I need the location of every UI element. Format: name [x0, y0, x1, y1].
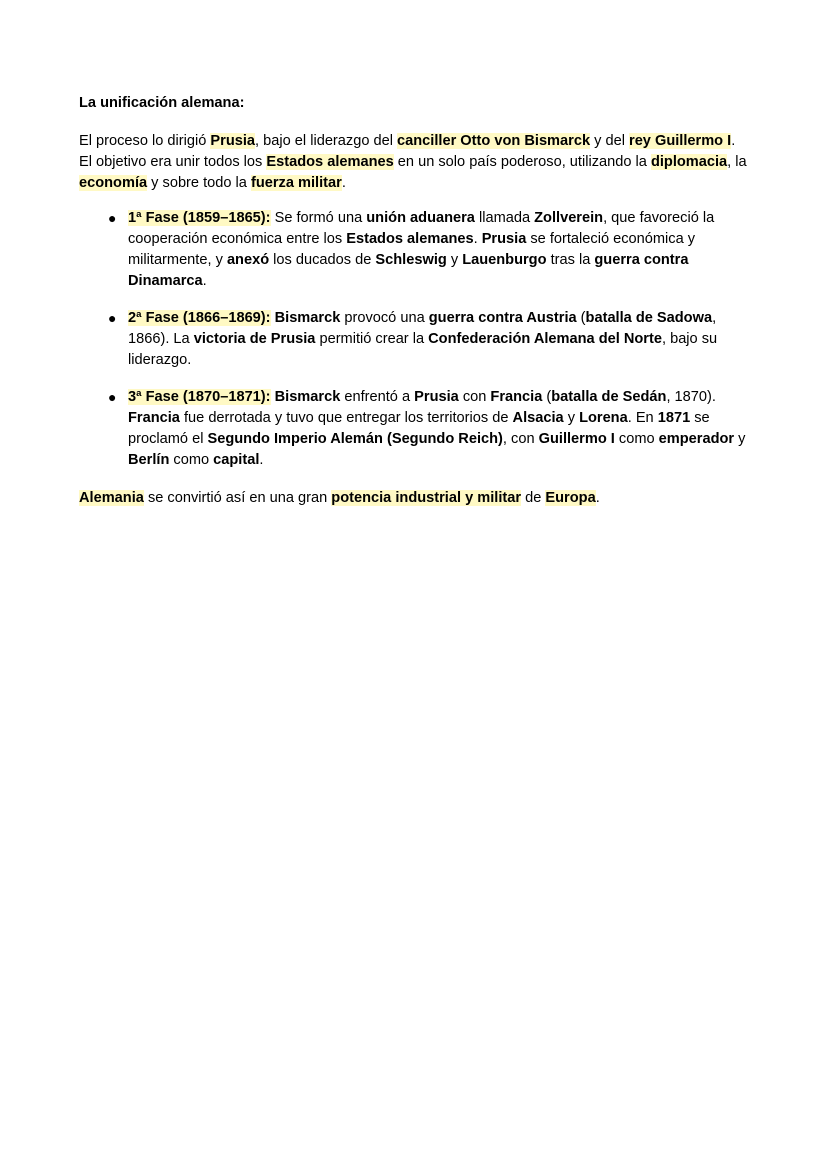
text-run: se fortaleció económica y militarmente, y [128, 231, 696, 268]
text-run: , bajo su liderazgo. [128, 331, 718, 368]
bold-run: Berlín [128, 452, 170, 468]
bold-run: Confederación Alemana del Norte [428, 331, 662, 347]
bold-run: Prusia [481, 231, 527, 247]
bold-run: anexó [226, 252, 270, 268]
text-run: como [169, 452, 214, 468]
bold-run: emperador [658, 431, 735, 447]
text-run: Se formó una [270, 210, 367, 226]
bold-run: Lauenburgo [462, 252, 547, 268]
text-run: se convirtió así en una gran [143, 490, 332, 506]
fase-1-label: 1ª Fase (1859–1865): [128, 210, 271, 226]
text-run: , bajo el liderazgo del [255, 133, 398, 149]
text-run: se proclamó el [128, 410, 710, 447]
fase-2-label: 2ª Fase (1866–1869): [128, 310, 271, 326]
text-run: , 1866). La [128, 310, 717, 347]
bold-run: Segundo Imperio Alemán (Segundo Reich) [207, 431, 503, 447]
text-run: en un solo país poderoso, utilizando la [393, 154, 651, 170]
text-run: . [341, 175, 346, 191]
bold-run: Estados alemanes [346, 231, 474, 247]
text-run: como [614, 431, 659, 447]
text-run: . El objetivo era unir todos los [79, 133, 736, 170]
text-run: de [521, 490, 546, 506]
text-run: . [595, 490, 600, 506]
bold-run: capital [213, 452, 260, 468]
text-run: y [446, 252, 463, 268]
bold-run: Lorena [579, 410, 628, 426]
text-run: ( [542, 389, 552, 405]
intro-paragraph [79, 131, 751, 194]
bold-run: Schleswig [375, 252, 447, 268]
text-run: . [473, 231, 482, 247]
document-page [79, 93, 751, 509]
bullet-icon: ● [108, 389, 117, 405]
text-run: y [734, 431, 746, 447]
list-item-fase-1 [79, 208, 751, 292]
text-run: enfrentó a [340, 389, 415, 405]
text-run: ( [576, 310, 586, 326]
text-run: y del [590, 133, 630, 149]
phases-list [79, 208, 751, 471]
bold-run: victoria de Prusia [193, 331, 316, 347]
bullet-icon: ● [108, 310, 117, 326]
highlight-estados: Estados alemanes [266, 154, 394, 170]
bold-run: guerra contra Austria [428, 310, 577, 326]
list-item-fase-3 [79, 387, 751, 471]
bold-run: Francia [490, 389, 543, 405]
highlight-alemania: Alemania [79, 490, 144, 506]
list-item-fase-2 [79, 308, 751, 371]
text-run: los ducados de [269, 252, 376, 268]
bold-run: unión aduanera [366, 210, 475, 226]
highlight-canciller: canciller Otto von Bismarck [397, 133, 591, 149]
bullet-icon: ● [108, 210, 117, 226]
fase-3-label: 3ª Fase (1870–1871): [128, 389, 271, 405]
bold-run: batalla de Sadowa [585, 310, 713, 326]
text-run: , que favoreció la cooperación económica entre los [128, 210, 715, 247]
document-title: La unificación alemana: [79, 95, 245, 111]
text-run: y [563, 410, 580, 426]
bold-run: Guillermo I [538, 431, 615, 447]
highlight-diplomacia: diplomacia [650, 154, 728, 170]
highlight-potencia: potencia industrial y militar [331, 490, 522, 506]
bold-run: Zollverein [534, 210, 604, 226]
text-run: , la [727, 154, 747, 170]
highlight-fuerza: fuerza militar [250, 175, 342, 191]
conclusion-paragraph [79, 488, 751, 509]
text-run: tras la [546, 252, 595, 268]
text-run: fue derrotada y tuvo que entregar los territorios de [179, 410, 513, 426]
highlight-economia: economía [79, 175, 148, 191]
bold-run: 1871 [657, 410, 691, 426]
highlight-europa: Europa [545, 490, 596, 506]
text-run: . [202, 273, 207, 289]
bold-run: Alsacia [512, 410, 564, 426]
bold-run: Francia [128, 410, 180, 426]
text-run: llamada [474, 210, 535, 226]
text-run: El proceso lo dirigió [79, 133, 211, 149]
text-run: . [259, 452, 264, 468]
highlight-rey: rey Guillermo I [629, 133, 732, 149]
bold-run: guerra contra Dinamarca [128, 252, 689, 289]
text-run: con [458, 389, 491, 405]
bold-run: batalla de Sedán [551, 389, 667, 405]
bold-run: Prusia [414, 389, 459, 405]
text-run: y sobre todo la [147, 175, 251, 191]
text-run: . En [627, 410, 658, 426]
text-run: , 1870). [666, 389, 716, 405]
text-run: provocó una [340, 310, 429, 326]
bold-run: Bismarck [274, 389, 341, 405]
highlight-prusia: Prusia [210, 133, 256, 149]
text-run: permitió crear la [315, 331, 429, 347]
bold-run: Bismarck [274, 310, 341, 326]
text-run: , con [502, 431, 539, 447]
